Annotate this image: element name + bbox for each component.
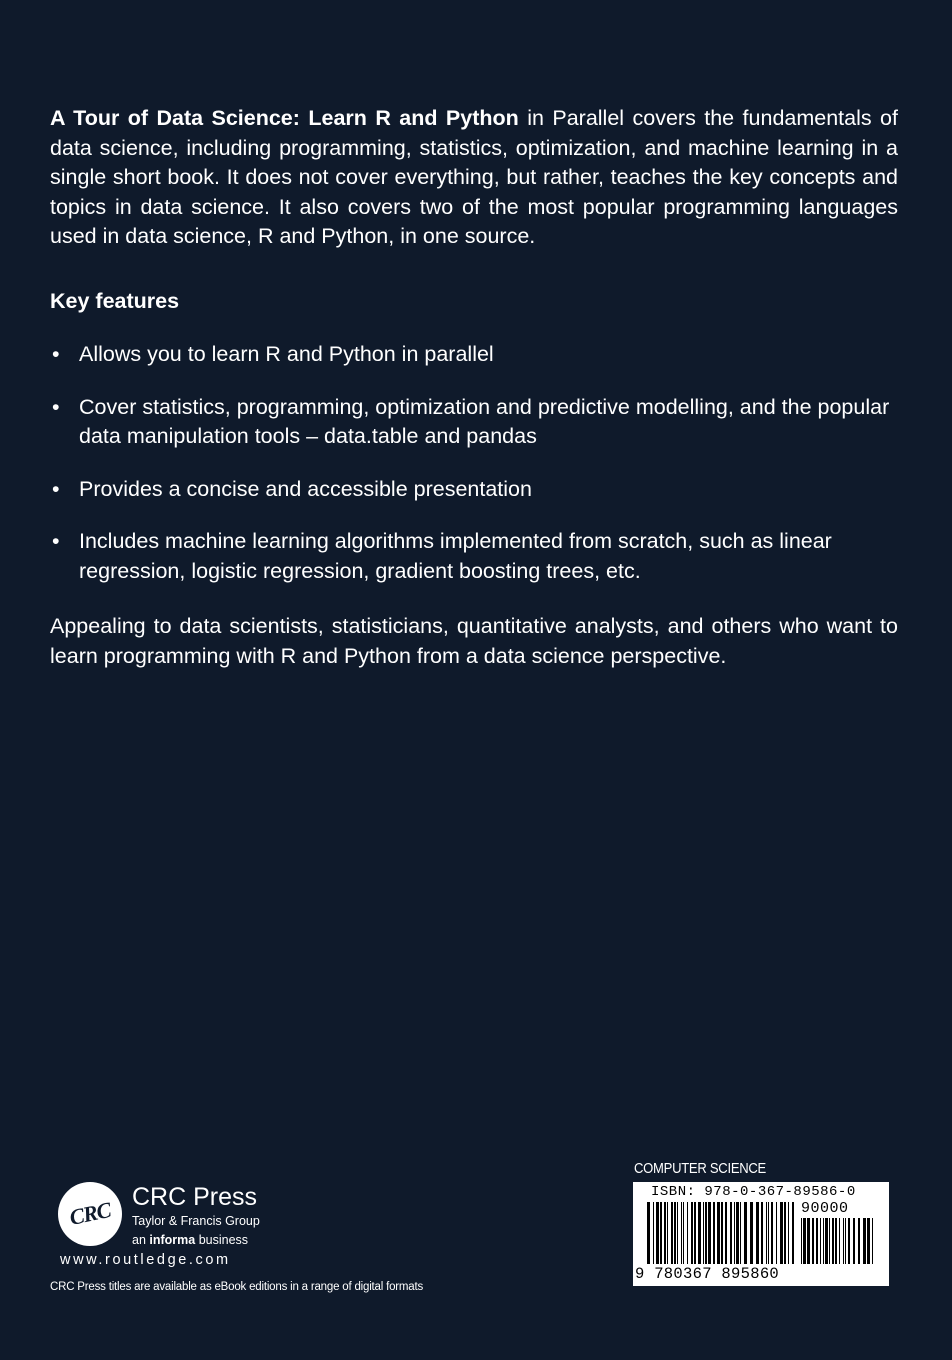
publisher-website: www.routledge.com [60,1252,231,1268]
subject-category: COMPUTER SCIENCE [634,1161,767,1177]
feature-list [50,340,898,586]
barcode-bar [776,1202,777,1264]
barcode-bar [683,1202,684,1264]
barcode-bar [660,1202,662,1264]
barcode-bar [832,1218,834,1264]
list-item: • Cover statistics, programming, optimization and predictive modelling, and the popular data manipulation tools – data.table and pandas [52,394,890,448]
barcode-bar [801,1218,802,1264]
barcode-bar [812,1218,814,1264]
barcode-bar [788,1202,789,1264]
barcode-bar [845,1218,846,1264]
barcode-bar [750,1202,753,1264]
barcode-bar [744,1202,747,1264]
barcode-bar [867,1218,870,1264]
barcode-bar [839,1218,840,1264]
barcode-bar [681,1202,682,1264]
isbn-number: ISBN: 978-0-367-89586-0 [651,1184,856,1200]
barcode-bar [725,1202,727,1264]
barcode-bar [653,1202,654,1264]
barcode-bar [766,1202,767,1264]
barcode-bar [756,1202,759,1264]
barcode-bar [694,1202,696,1264]
barcode-bar [784,1202,786,1264]
barcode-bar [807,1218,810,1264]
bullet-icon: • [52,529,60,553]
list-item: • Provides a concise and accessible presentation [50,475,898,505]
barcode-bar [703,1202,704,1264]
barcode-bar [768,1202,769,1264]
barcode-bar [713,1202,715,1264]
barcode-bar [664,1202,666,1264]
barcode-bar [656,1202,659,1264]
barcode-bar [647,1202,650,1264]
barcode-bar [820,1218,821,1264]
barcode-bar [687,1202,688,1264]
publisher-name: CRC Press [132,1183,258,1211]
crc-logo-icon: CRC [58,1182,122,1246]
closing-paragraph: Appealing to data scientists, statisticians, quantitative analysts, and others who want to learn programming with R and Python from a data science perspective. [50,614,898,668]
barcode-bar [863,1218,866,1264]
publisher-logo [58,1182,358,1262]
barcode-bar [761,1202,763,1264]
barcode-bar [667,1202,668,1264]
intro-text: in Parallel covers the fundamentals of data science, including programming, statistics, optimization, and machine learning in a single short book. It does not cover everything, but rather, teaches the key concepts and topics in data science. It also covers two of the most popular programming languages used in data science, R and Python, in one source. [50,106,898,248]
barcode-bar [858,1218,860,1264]
barcode-bar [853,1218,855,1264]
bullet-icon: • [52,394,60,419]
barcode-bar [829,1218,830,1264]
barcode-bar [835,1218,837,1264]
price-barcode-bars-icon [801,1218,877,1264]
barcode-bar [734,1202,735,1264]
barcode-bar [823,1218,824,1264]
barcode-bar [803,1218,806,1264]
barcode-bar [698,1202,701,1264]
barcode-bar [730,1202,732,1264]
barcode-bar [708,1202,711,1264]
barcode-bar [825,1218,828,1264]
barcode-bar [671,1202,673,1264]
barcode-bar [736,1202,739,1264]
list-item: • Includes machine learning algorithms implemented from scratch, such as linear regression, logistic regression, gradient boosting trees, etc. [52,529,832,583]
barcode-bar [677,1202,678,1264]
barcode-bar [674,1202,676,1264]
barcode-bar [740,1202,741,1264]
isbn-barcode [633,1182,889,1286]
barcode-bar [771,1202,773,1264]
barcode-bars-icon [647,1202,795,1264]
barcode-bar [717,1202,720,1264]
barcode-bar [872,1218,873,1264]
barcode-bar [691,1202,693,1264]
barcode-bar [705,1202,707,1264]
price-code: 90000 [801,1200,849,1217]
bullet-icon: • [52,342,60,366]
publisher-group: Taylor & Francis Group [132,1214,260,1228]
barcode-bar [721,1202,723,1264]
barcode-bar [780,1202,783,1264]
ebook-note: CRC Press titles are available as eBook editions in a range of digital formats [50,1281,424,1293]
barcode-bar [848,1218,850,1264]
key-features-heading: Key features [50,288,180,313]
intro-paragraph [50,104,898,252]
barcode-bar [792,1202,794,1264]
bullet-icon: • [52,476,60,501]
book-title: A Tour of Data Science: Learn R and Python [50,106,519,130]
barcode-digits: 9 780367 895860 [635,1265,780,1283]
barcode-bar [816,1218,818,1264]
list-item: • Allows you to learn R and Python in parallel [50,340,898,370]
informa-tagline: an informa business [132,1233,249,1247]
back-cover-text [50,104,898,671]
barcode-bar [843,1218,844,1264]
